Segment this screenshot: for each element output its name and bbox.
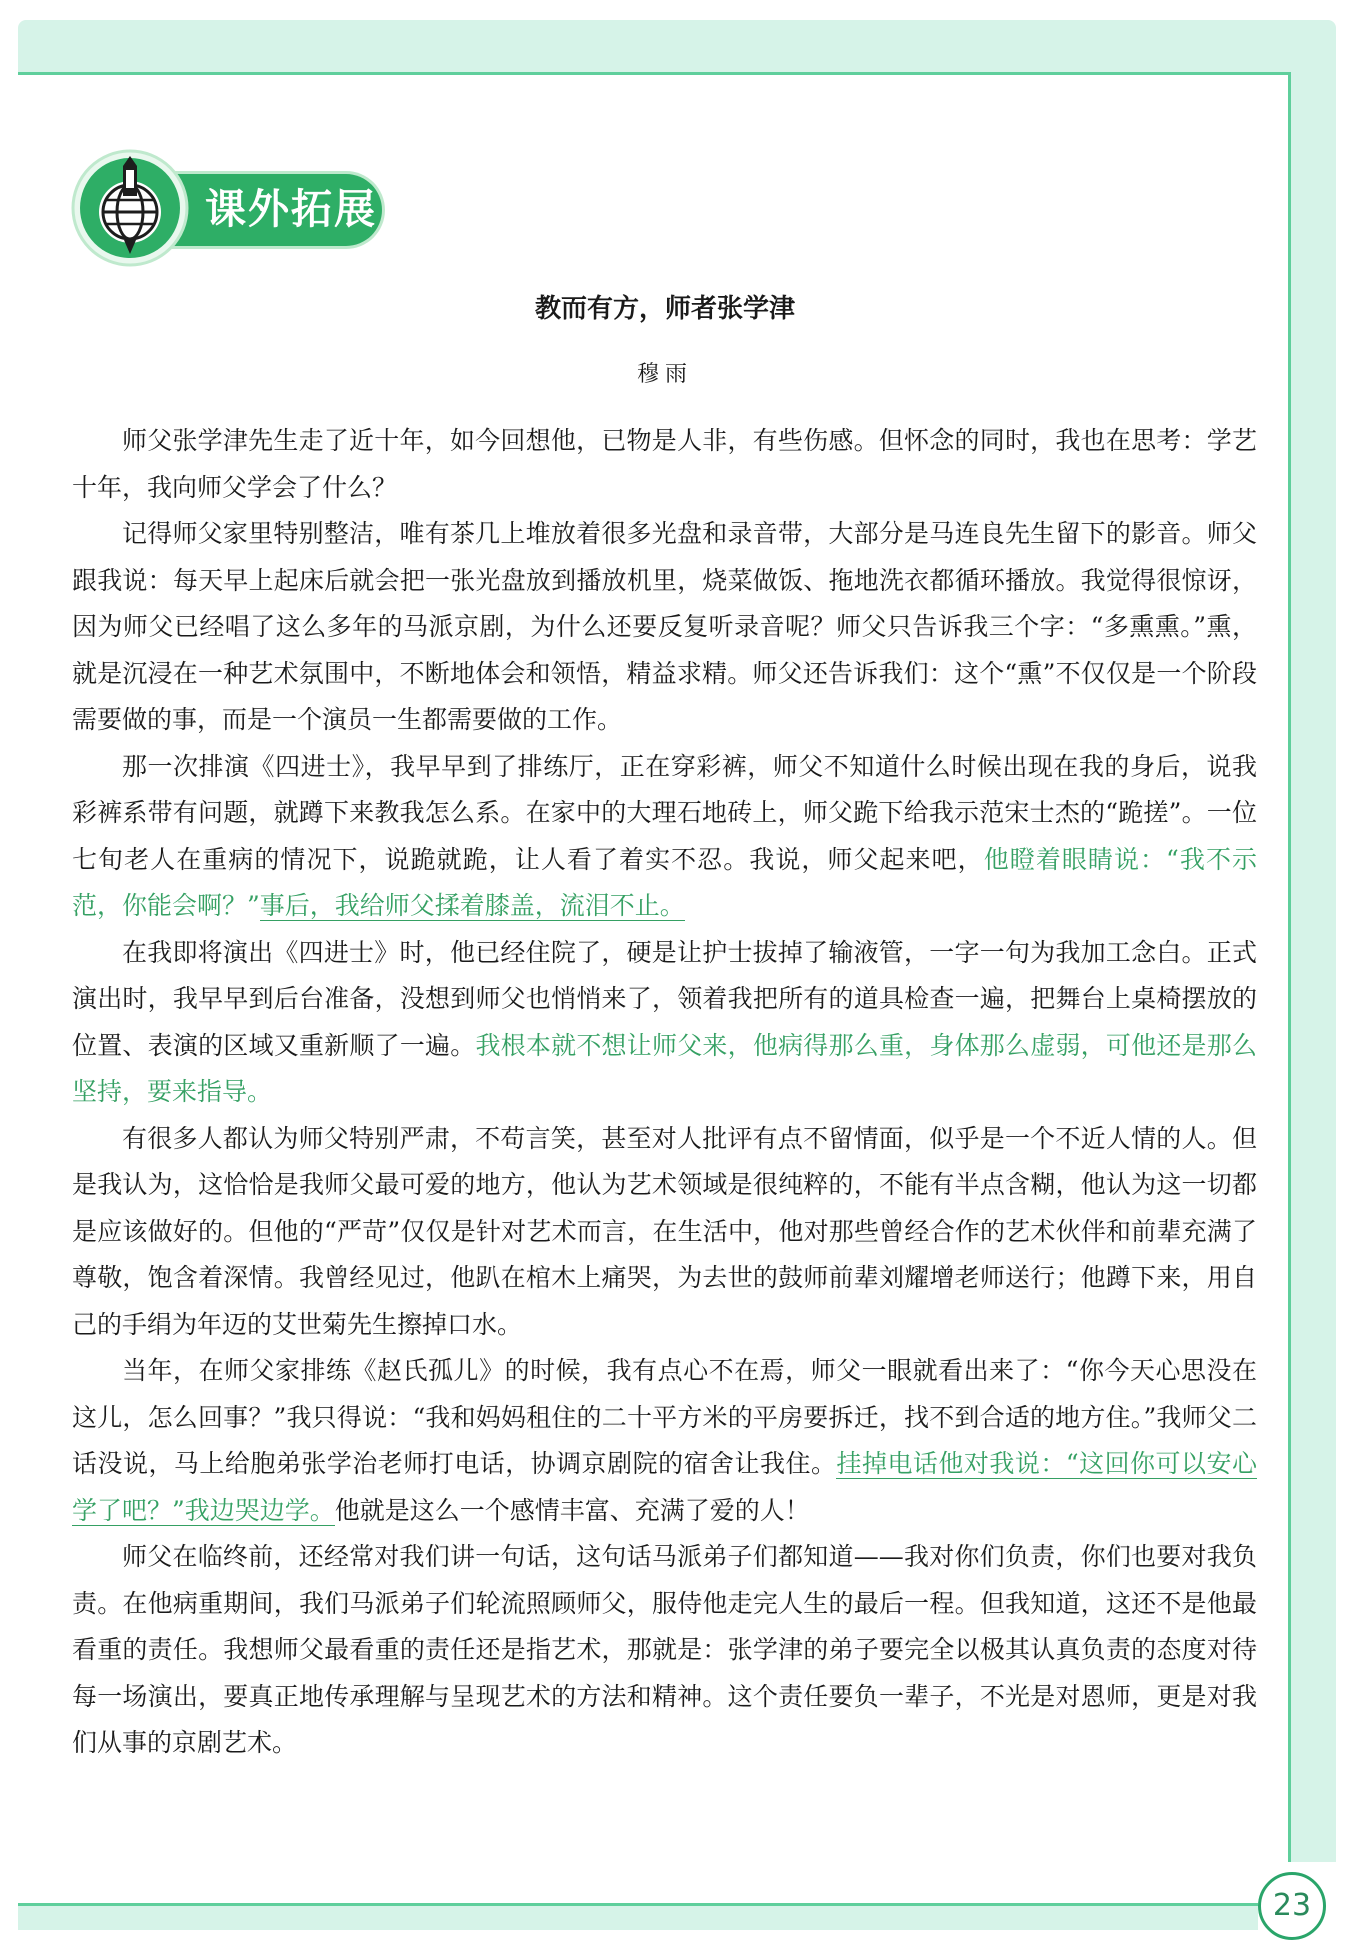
highlighted-text: 他瞪着眼睛说：“我不示范，你能会啊？” [72, 844, 1257, 920]
page-frame-bottom [18, 1906, 1258, 1930]
page-frame-bottom-rule [18, 1903, 1258, 1906]
paragraph [72, 930, 1257, 1116]
paragraph [72, 418, 1257, 511]
paragraph [72, 744, 1257, 930]
page-frame-right-rule [1288, 72, 1291, 1862]
page-frame-right [1290, 72, 1336, 1862]
page-number: 23 [1258, 1872, 1326, 1940]
article-title: 教而有方，师者张学津 [534, 294, 795, 324]
section-header [70, 148, 390, 268]
page-frame-top [18, 20, 1336, 72]
paragraph-text: 在我即将演出《四进士》时，他已经住院了，硬是让护士拔掉了输液管，一字一句为我加工念白。正式演出时，我早早到后台准备，没想到师父也悄悄来了，领着我把所有的道具检查一遍，把舞台上桌椅摆放的位置、表演的区域又重新顺了一遍。 [72, 937, 1257, 1060]
paragraph-text: 当年，在师父家排练《赵氏孤儿》的时候，我有点心不在焉，师父一眼就看出来了：“你今天心思没在这儿，怎么回事？”我只得说：“我和妈妈租住的二十平方米的平房要拆迁，找不到合适的地方住。”我师父二话没说，马上给胞弟张学治老师打电话，协调京剧院的宿舍让我住。 [72, 1356, 1257, 1478]
highlighted-text: 我根本就不想让师父来，他病得那么重，身体那么虚弱，可他还是那么坚持，要来指导。 [72, 1030, 1257, 1106]
underlined-highlight: 挂掉电话他对我说：“这回你可以安心学了吧？”我边哭边学。 [72, 1449, 1257, 1525]
paragraph-text: 有很多人都认为师父特别严肃，不苟言笑，甚至对人批评有点不留情面，似乎是一个不近人情的人。但是我认为，这恰恰是我师父最可爱的地方，他认为艺术领域是很纯粹的，不能有半点含糊，他认为这一切都是应该做好的。但他的“严苛”仅仅是针对艺术而言，在生活中，他对那些曾经合作的艺术伙伴和前辈充满了尊敬，饱含着深情。我曾经见过，他趴在棺木上痛哭，为去世的鼓师前辈刘耀增老师送行；他蹲下来，用自己的手绢为年迈的艾世菊先生擦掉口水。 [72, 1123, 1257, 1339]
paragraph-text: 他就是这么一个感情丰富、充满了爱的人！ [334, 1495, 810, 1525]
globe-pen-icon [70, 148, 190, 268]
underlined-highlight: 事后，我给师父揉着膝盖，流泪不止。 [259, 891, 685, 920]
paragraph [72, 1348, 1257, 1534]
paragraph-text: 师父在临终前，还经常对我们讲一句话，这句话马派弟子们都知道——我对你们负责，你们也要对我负责。在他病重期间，我们马派弟子们轮流照顾师父，服侍他走完人生的最后一程。但我知道，这还不是他最看重的责任。我想师父最看重的责任还是指艺术，那就是：张学津的弟子要完全以极其认真负责的态度对待每一场演出，要真正地传承理解与呈现艺术的方法和精神。这个责任要负一辈子，不光是对恩师，更是对我们从事的京剧艺术。 [72, 1542, 1257, 1757]
page-frame-top-rule [18, 72, 1290, 75]
paragraph [72, 511, 1257, 744]
paragraph-text: 那一次排演《四进士》，我早早到了排练厅，正在穿彩裤，师父不知道什么时候出现在我的身后，说我彩裤系带有问题，就蹲下来教我怎么系。在家中的大理石地砖上，师父跪下给我示范宋士杰的“跪搓”。一位七旬老人在重病的情况下，说跪就跪，让人看了着实不忍。我说，师父起来吧， [72, 751, 1257, 874]
article-author: 穆雨 [636, 362, 693, 387]
paragraph [72, 1534, 1257, 1767]
paragraph-text: 师父张学津先生走了近十年，如今回想他，已物是人非，有些伤感。但怀念的同时，我也在思考：学艺十年，我向师父学会了什么？ [72, 426, 1257, 502]
article-body [72, 418, 1257, 1767]
section-title: 课外拓展 [205, 185, 377, 233]
paragraph-text: 记得师父家里特别整洁，唯有茶几上堆放着很多光盘和录音带，大部分是马连良先生留下的影音。师父跟我说：每天早上起床后就会把一张光盘放到播放机里，烧菜做饭、拖地洗衣都循环播放。我觉得很惊讶，因为师父已经唱了这么多年的马派京剧，为什么还要反复听录音呢？师父只告诉我三个字：“多熏熏。”熏，就是沉浸在一种艺术氛围中，不断地体会和领悟，精益求精。师父还告诉我们：这个“熏”不仅仅是一个阶段需要做的事，而是一个演员一生都需要做的工作。 [72, 519, 1257, 734]
paragraph [72, 1116, 1257, 1349]
